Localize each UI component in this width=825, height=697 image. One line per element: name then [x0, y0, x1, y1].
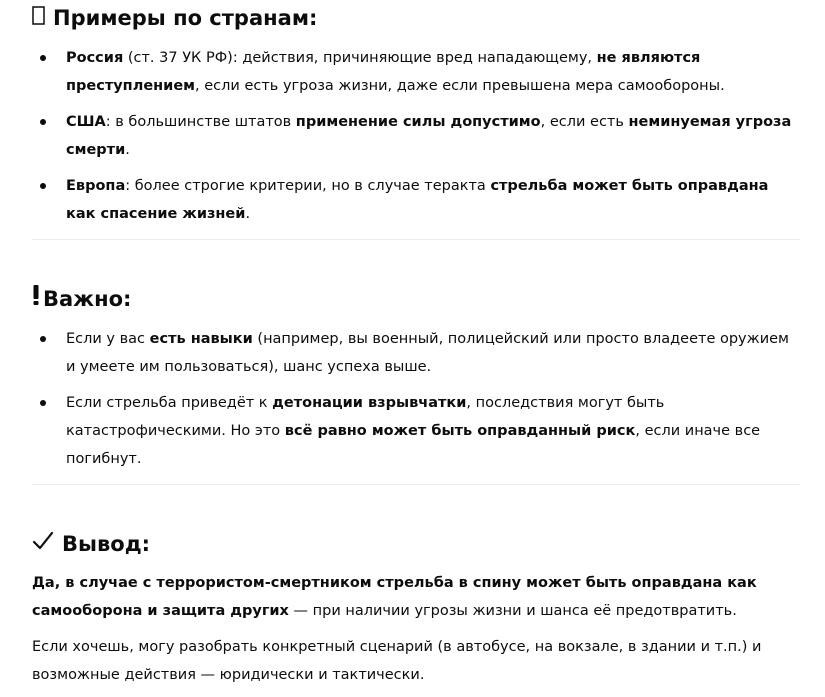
item-text: : более строгие критерии, но в случае теракта: [125, 178, 491, 194]
item-text: Если у вас: [66, 331, 150, 347]
item-text: , если есть угроза жизни, даже если превышена мера самообороны.: [195, 78, 725, 94]
item-text: Если стрельба приведёт к: [66, 395, 273, 411]
item-text: (например, вы военный, полицейский или просто владеете оружием и умеете им пользоваться), шанс успеха выше.: [66, 331, 789, 375]
item-bold: есть навыки: [149, 331, 253, 347]
item-text: , если иначе все погибнут.: [66, 423, 761, 467]
list-item: [32, 389, 800, 473]
list-item: [32, 172, 800, 228]
conclusion-bold: Да, в случае с террористом-смертником стрельба в спину может быть оправдана как самооборона и защита других: [32, 575, 757, 619]
section-title: Примеры по странам:: [53, 6, 318, 30]
item-bold: детонации взрывчатки: [272, 395, 467, 411]
section-divider: [32, 239, 800, 240]
country-label: Европа: [66, 178, 126, 194]
conclusion-paragraph: [32, 569, 800, 625]
item-text: , последствия могут быть катастрофическими. Но это: [66, 395, 665, 439]
section-divider: [32, 484, 800, 485]
item-bold: стрельба может быть оправдана как спасение жизней: [66, 178, 769, 222]
countries-list: [32, 44, 800, 236]
list-item: [32, 325, 800, 381]
section-heading-countries: [32, 4, 317, 32]
item-text: .: [245, 206, 251, 222]
followup-paragraph: Если хочешь, могу разобрать конкретный сценарий (в автобусе, на вокзале, в здании и т.п.) и возможные действия — юридически и тактически.: [32, 639, 762, 683]
checkmark-icon: [32, 530, 54, 558]
list-item: [32, 108, 800, 164]
section-heading-conclusion: [32, 530, 150, 558]
country-label: США: [66, 114, 106, 130]
section-title: Вывод:: [62, 532, 151, 556]
item-text: (ст. 37 УК РФ): действия, причиняющие вред нападающему,: [123, 50, 597, 66]
conclusion-text: — при наличии угрозы жизни и шанса её предотвратить.: [288, 603, 737, 619]
item-text: .: [125, 142, 130, 158]
country-label: Россия: [66, 50, 124, 66]
item-bold: неминуемая угроза смерти: [66, 114, 792, 158]
item-bold: всё равно может быть оправданный риск: [284, 423, 636, 439]
section-heading-important: [32, 284, 131, 313]
important-list: [32, 325, 800, 481]
item-bold: применение силы допустимо: [295, 114, 541, 130]
list-item: [32, 44, 800, 100]
item-bold: не являются преступлением: [66, 50, 701, 94]
section-title: Важно:: [43, 286, 132, 311]
item-text: : в большинстве штатов: [105, 114, 296, 130]
item-text: , если есть: [540, 114, 629, 130]
exclamation-icon: [32, 284, 40, 313]
notdef-box-icon: [32, 4, 45, 32]
